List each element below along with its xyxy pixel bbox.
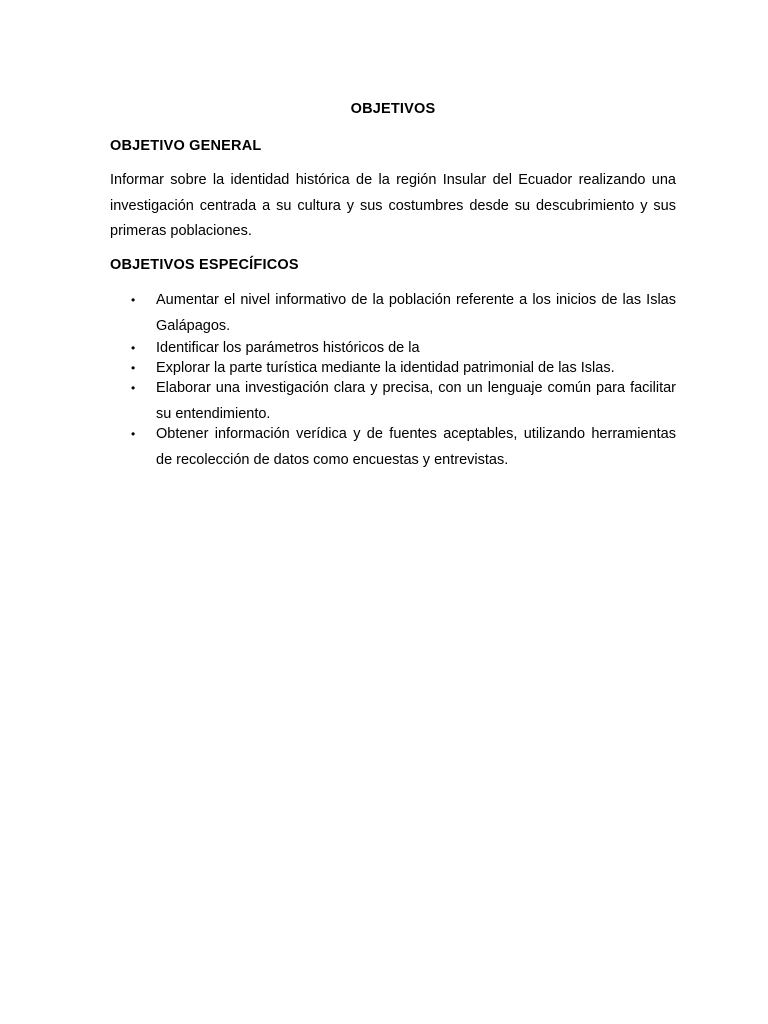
specific-objectives-heading: OBJETIVOS ESPECÍFICOS — [110, 257, 299, 273]
list-item — [110, 421, 676, 473]
bullet-icon: • — [131, 427, 136, 441]
bullet-icon: • — [131, 381, 136, 395]
list-item-text: Identificar los parámetros históricos de la — [156, 340, 420, 356]
list-item-text: Aumentar el nivel informativo de la población referente a los inicios de las Islas Galápagos. — [156, 292, 676, 334]
bullet-icon: • — [131, 293, 136, 307]
general-objective-paragraph: Informar sobre la identidad histórica de la región Insular del Ecuador realizando una investigación centrada a su cultura y sus costumbres desde su descubrimiento y sus primeras poblaciones. — [110, 172, 676, 239]
list-item — [110, 375, 676, 427]
page-title: OBJETIVOS — [350, 101, 436, 117]
bullet-icon: • — [131, 341, 136, 355]
general-objective-heading: OBJETIVO GENERAL — [110, 138, 262, 154]
list-item-text: Explorar la parte turística mediante la identidad patrimonial de las Islas. — [156, 359, 615, 376]
list-item-text: Elaborar una investigación clara y precisa, con un lenguaje común para facilitar su entendimiento. — [156, 380, 676, 422]
bullet-icon: • — [131, 360, 136, 375]
list-item — [110, 339, 676, 359]
specific-objectives-list — [110, 287, 676, 473]
list-item — [110, 287, 676, 339]
list-item-text: Obtener información verídica y de fuentes aceptables, utilizando herramientas de recolección de datos como encuestas y entrevistas. — [156, 426, 676, 468]
